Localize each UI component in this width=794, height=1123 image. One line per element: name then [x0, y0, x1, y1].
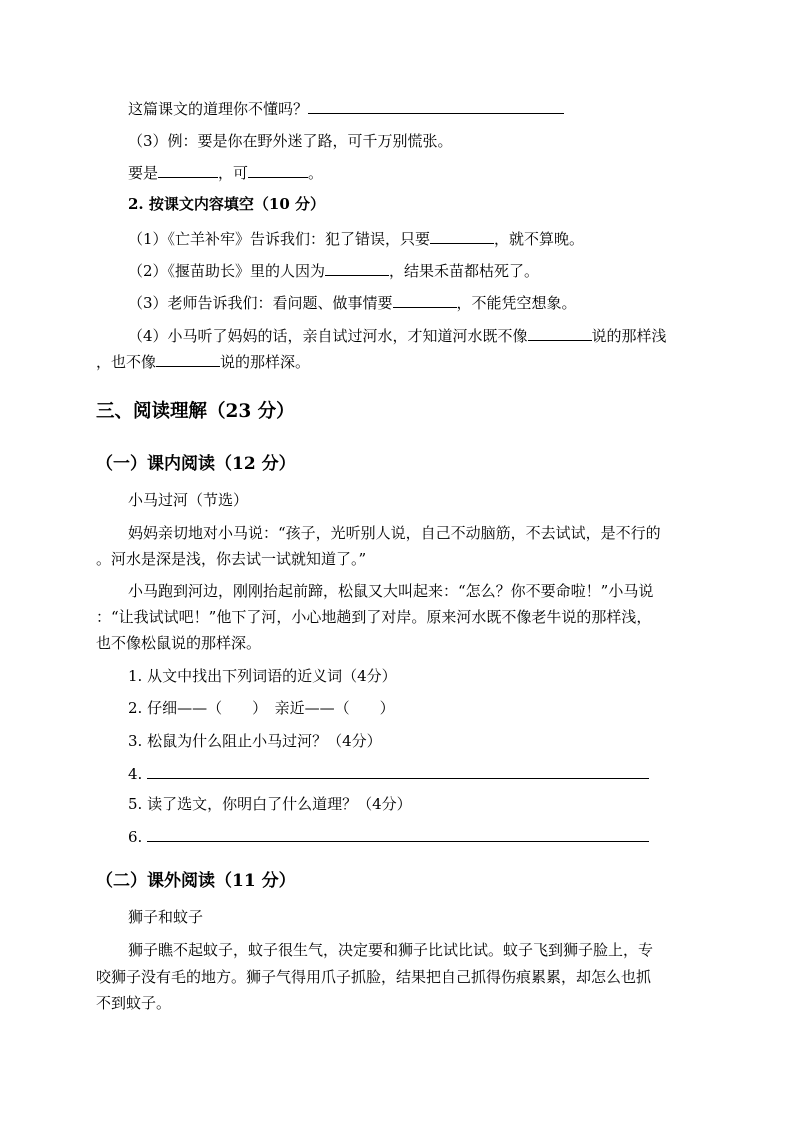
fill-text: ，不能凭空想象。 [456, 294, 577, 312]
answer-blank[interactable] [325, 260, 389, 276]
passage1-title: 小马过河（节选） [128, 491, 249, 509]
fill-text: （1）《亡羊补牢》告诉我们：犯了错误，只要 [128, 230, 431, 248]
fill-text: （3）老师告诉我们：看问题、做事情要 [128, 294, 393, 312]
fill-text: ，可 [218, 164, 249, 182]
fill-question-4-cont [96, 351, 310, 372]
fill-text: ，就不算晚。 [494, 230, 585, 248]
fill-text: ，结果禾苗都枯死了。 [389, 262, 540, 280]
question-text: 这篇课文的道理你不懂吗？ [128, 100, 309, 118]
answer-blank[interactable] [393, 292, 457, 308]
answer-number: 6. [128, 828, 143, 846]
fill-text: 要是 [128, 164, 159, 182]
passage2-para-line2: 咬狮子没有毛的地方。狮子气得用爪子抓脸，结果把自己抓得伤痕累累，却怎么也抓 [96, 968, 652, 986]
question-understand [128, 98, 564, 119]
fill-question-4 [128, 325, 667, 346]
fill-text: 。 [308, 164, 324, 182]
passage1-para1-line2: 。河水是深是浅，你去试一试就知道了。” [96, 550, 367, 568]
passage2-para-line3: 不到蚊子。 [96, 994, 172, 1012]
section2-title: 2. 按课文内容填空（10 分） [128, 195, 325, 213]
passage1-para2-line3: 也不像松鼠说的那样深。 [96, 634, 262, 652]
answer-blank[interactable] [430, 228, 494, 244]
fill-text: 说的那样深。 [220, 353, 311, 371]
answer-line[interactable] [147, 826, 649, 842]
answer-blank[interactable] [528, 325, 592, 341]
reading-question-5: 5. 读了选文，你明白了什么道理？（4分） [128, 795, 412, 813]
reading-question-2: 2. 仔细——（ ） 亲近——（ ） [128, 699, 395, 717]
fill-text: （2）《揠苗助长》里的人因为 [128, 262, 326, 280]
answer-blank[interactable] [248, 162, 308, 178]
reading-answer-6 [128, 826, 649, 847]
answer-blank[interactable] [308, 98, 564, 114]
answer-number: 4. [128, 765, 143, 783]
part1-title: （一）课内阅读（12 分） [96, 454, 296, 474]
fill-question-2 [128, 260, 539, 281]
passage1-para2-line1: 小马跑到河边，刚刚抬起前蹄，松鼠又大叫起来：“怎么？你不要命啦！”小马说 [128, 582, 654, 600]
reading-answer-4 [128, 763, 649, 784]
fill-text: 说的那样浅 [591, 327, 667, 345]
part2-title: （二）课外阅读（11 分） [96, 871, 296, 891]
passage1-para2-line2: ：“让我试试吧！”他下了河，小心地趟到了对岸。原来河水既不像老牛说的那样浅， [96, 608, 652, 626]
passage2-title: 狮子和蚊子 [128, 908, 204, 926]
passage2-para-line1: 狮子瞧不起蚊子，蚊子很生气，决定要和狮子比试比试。蚊子飞到狮子脸上，专 [128, 941, 654, 959]
answer-blank[interactable] [156, 351, 220, 367]
question-example: （3）例：要是你在野外迷了路，可千万别慌张。 [128, 132, 453, 150]
answer-line[interactable] [147, 763, 649, 779]
answer-blank[interactable] [158, 162, 218, 178]
reading-question-3: 3. 松鼠为什么阻止小马过河？（4分） [128, 732, 382, 750]
passage1-para1-line1: 妈妈亲切地对小马说：“孩子，光听别人说，自己不动脑筋，不去试试，是不行的 [128, 524, 661, 542]
fill-text: ，也不像 [96, 353, 157, 371]
reading-question-1: 1. 从文中找出下列词语的近义词（4分） [128, 667, 397, 685]
fill-text: （4）小马听了妈妈的话，亲自试过河水，才知道河水既不像 [128, 327, 528, 345]
question-fill-example [128, 162, 323, 183]
section3-title: 三、阅读理解（23 分） [96, 401, 295, 422]
fill-question-3 [128, 292, 577, 313]
fill-question-1 [128, 228, 584, 249]
